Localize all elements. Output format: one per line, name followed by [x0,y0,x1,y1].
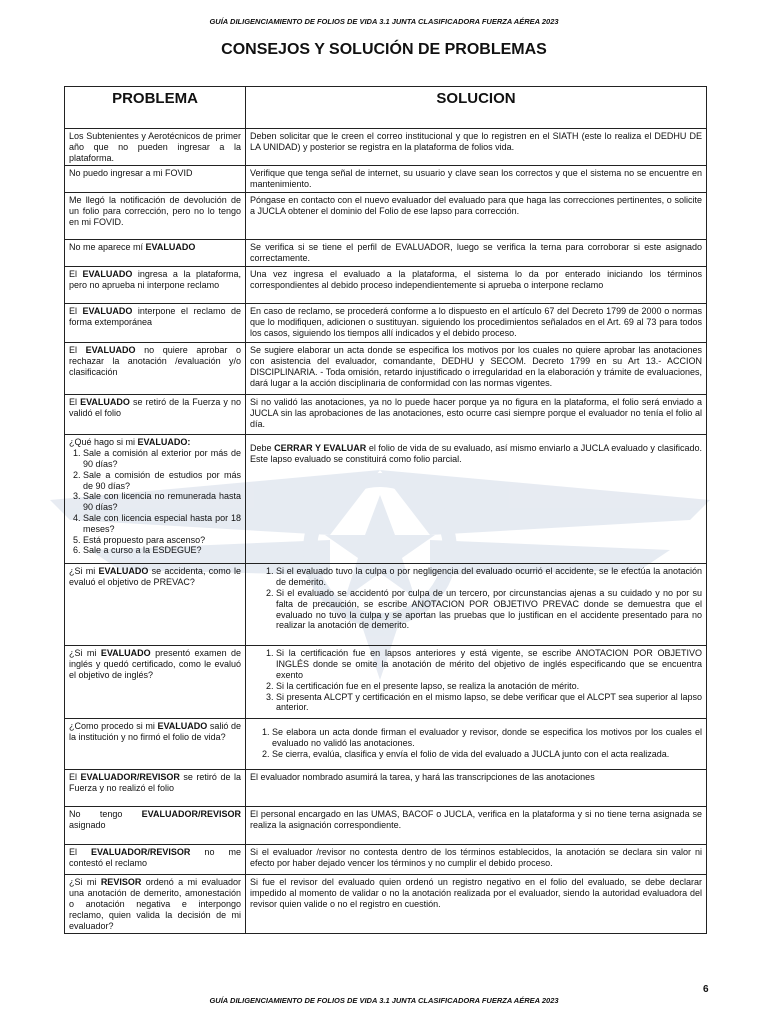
table-row [65,435,707,564]
problems-solutions-table [64,86,707,934]
problem-cell: ¿Si mi EVALUADO presentó examen de inglés y quedó certificado, como le evaluó el objetivo de inglés? [65,646,246,719]
list-item: 3. Sale con licencia no remunerada hasta 90 días? [83,491,241,513]
table-row [65,129,707,166]
table-row [65,240,707,267]
list-item: 2. Si la certificación fue en el presente lapso, se realiza la anotación de mérito. [276,681,702,692]
problem-cell: El EVALUADO interpone el reclamo de forma extemporánea [65,304,246,343]
problem-cell: Los Subtenientes y Aerotécnicos de primer año que no pueden ingresar a la plataforma. [65,129,246,166]
list-item: 3. Si presenta ALCPT y certificación en el mismo lapso, se debe verificar que el ALCPT sea superior al lapso anterior. [276,692,702,714]
solution-cell: Si fue el revisor del evaluado quien ordenó un registro negativo en el folio del evaluado, se debe declarar impedido al momento de validar o no la anotación realizada por el evaluador, siendo la autoridad evaluadora del revisor quien valide o no el registro en cuestión. [246,875,707,934]
table-row [65,304,707,343]
problem-cell: El EVALUADO ingresa a la plataforma, pero no aprueba ni interpone reclamo [65,267,246,304]
table-row [65,166,707,193]
solution-cell: Si no validó las anotaciones, ya no lo puede hacer porque ya no figura en la plataforma, el folio será enviado a JUCLA sin las aprobaciones de las anotaciones, esto ocurre casi siempre porque el evaluador no tenía el folio al día. [246,395,707,435]
table-row [65,646,707,719]
problem-cell: Me llegó la notificación de devolución de un folio para corrección, pero no lo tengo en mi FOVID. [65,193,246,240]
list-item: 4. Sale con licencia especial hasta por 18 meses? [83,513,241,535]
solution-cell: El personal encargado en las UMAS, BACOF o JUCLA, verifica en la plataforma y si no tiene terna asignada se realiza la asignación correspondiente. [246,807,707,845]
table-row [65,395,707,435]
problem-cell: ¿Como procedo si mi EVALUADO salió de la institución y no firmó el folio de vida? [65,719,246,770]
solution-cell: Deben solicitar que le creen el correo institucional y que lo registren en el SIATH (este lo realiza el DEDHU DE LA UNIDAD) y posterior se registra en la plataforma de folios vida. [246,129,707,166]
solution-column-header: SOLUCION [246,87,707,129]
problem-cell: No tengo EVALUADOR/REVISOR asignado [65,807,246,845]
list-item: 2. Sale a comisión de estudios por más de 90 días? [83,470,241,492]
list-item: 1. Si el evaluado tuvo la culpa o por negligencia del evaluado ocurrió el accidente, se le efectúa la anotación de demerito. [276,566,702,588]
list-item: 1. Se elabora un acta donde firman el evaluador y revisor, donde se especifica los motivos por los cuales el evaluado no validó las anotaciones. [272,727,702,749]
table-row [65,845,707,875]
solution-cell: Póngase en contacto con el nuevo evaluador del evaluado para que haga las correcciones pertinentes, o solicite a JUCLA obtener el dominio del Folio de ese lapso para corrección. [246,193,707,240]
list-item: 1. Sale a comisión al exterior por más de 90 días? [83,448,241,470]
page-title: CONSEJOS Y SOLUCIÓN DE PROBLEMAS [221,41,547,58]
solution-cell: Se verifica si se tiene el perfil de EVALUADOR, luego se verifica la terna para corroborar si este asignado correctamente. [246,240,707,267]
running-header: GUÍA DILIGENCIAMIENTO DE FOLIOS DE VIDA 3.1 JUNTA CLASIFICADORA FUERZA AÉREA 2023 [209,17,559,26]
table-row [65,267,707,304]
solution-cell [246,646,707,719]
page-number: 6 [703,984,709,995]
solution-cell [246,719,707,770]
table-row [65,719,707,770]
list-item: 2. Si el evaluado se accidentó por culpa de un tercero, por circunstancias ajenas a su cuidado y no por su falta de precaución, se escribe ANOTACION POR OBJETIVO PREVAC donde se demuestra que el evaluado no tuvo la culpa y se aportan las pruebas que lo justifican en el accidente presentado para no realizar la anotación de demerito. [276,588,702,631]
list-item: 5. Está propuesto para ascenso? [83,535,241,546]
problem-cell: ¿Si mi EVALUADO se accidenta, como le evaluó el objetivo de PREVAC? [65,564,246,646]
solution-cell: Una vez ingresa el evaluado a la plataforma, el sistema lo da por enterado iniciando los términos correspondientes al debido proceso independientemente si aprueba o interpone reclamo [246,267,707,304]
problem-cell: El EVALUADO no quiere aprobar o rechazar la anotación /evaluación y/o clasificación [65,343,246,395]
solution-cell [246,564,707,646]
solution-cell: Verifique que tenga señal de internet, su usuario y clave sean los correctos y que el sistema no se encuentre en mantenimiento. [246,166,707,193]
solution-cell: El evaluador nombrado asumirá la tarea, y hará las transcripciones de las anotaciones [246,770,707,807]
problem-cell: ¿Qué hago si mi EVALUADO: 1. Sale a comisión al exterior por más de 90 días? 2. Sale a comisión de estudios por más de 90 días? 3. Sale con licencia no remunerada hasta 90 días? 4. Sale con licencia especial hasta por 18 meses? 5. Está propuesto para ascenso? 6. Sale a curso a la ESDEGUE? [65,435,246,564]
problem-cell: El EVALUADOR/REVISOR no me contestó el reclamo [65,845,246,875]
table-row [65,770,707,807]
problem-cell: El EVALUADO se retiró de la Fuerza y no validó el folio [65,395,246,435]
solution-cell: Se sugiere elaborar un acta donde se especifica los motivos por los cuales no quiere aprobar las anotaciones con asistencia del evaluador, comandante, DEDHU y SECOM. Decreto 1799 en su Art 13.- ACCION DISCIPLINARIA. - Toda omisión, retardo injustificado o irregularidad en la elaboración y trámite de evaluaciones, dará lugar a la acción disciplinaria de conformidad con las normas vigentes. [246,343,707,395]
problem-cell: No puedo ingresar a mi FOVID [65,166,246,193]
table-row [65,564,707,646]
solution-cell: Debe CERRAR Y EVALUAR el folio de vida de su evaluado, así mismo enviarlo a JUCLA evaluado y clasificado. Este lapso evaluado se constituirá como folio parcial. [246,435,707,564]
table-row [65,807,707,845]
list-item: 2. Se cierra, evalúa, clasifica y envía el folio de vida del evaluado a JUCLA junto con el acta realizada. [272,749,702,760]
table-row [65,343,707,395]
solution-cell: En caso de reclamo, se procederá conforme a lo dispuesto en el artículo 67 del Decreto 1799 de 2000 o normas que lo modifiquen, adicionen o sustituyan. siguiendo los procedimientos señalados en el Art. 69 al 73 para todos los casos, siguiendo los tiempos allí indicados y el debido proceso. [246,304,707,343]
problem-cell: No me aparece mí EVALUADO [65,240,246,267]
problem-cell: ¿Si mi REVISOR ordenó a mi evaluador una anotación de demerito, amonestación o anotación negativa e interpongo reclamo, quien valida la decisión de mi evaluador? [65,875,246,934]
solution-cell: Si el evaluador /revisor no contesta dentro de los términos establecidos, la anotación se declara sin valor ni efecto por haber dejado vencer los términos y no cumplir el debido proceso. [246,845,707,875]
running-footer: GUÍA DILIGENCIAMIENTO DE FOLIOS DE VIDA 3.1 JUNTA CLASIFICADORA FUERZA AÉREA 2023 [209,996,559,1005]
list-item: 1. Si la certificación fue en lapsos anteriores y está vigente, se escribe ANOTACION POR OBJETIVO INGLÉS donde se omite la anotación de mérito del objetivo de inglés especificando que se encuentra exento [276,648,702,680]
problem-cell: El EVALUADOR/REVISOR se retiró de la Fuerza y no realizó el folio [65,770,246,807]
problem-column-header: PROBLEMA [65,87,246,129]
list-item: 6. Sale a curso a la ESDEGUE? [83,545,241,556]
table-row [65,193,707,240]
table-row [65,875,707,934]
